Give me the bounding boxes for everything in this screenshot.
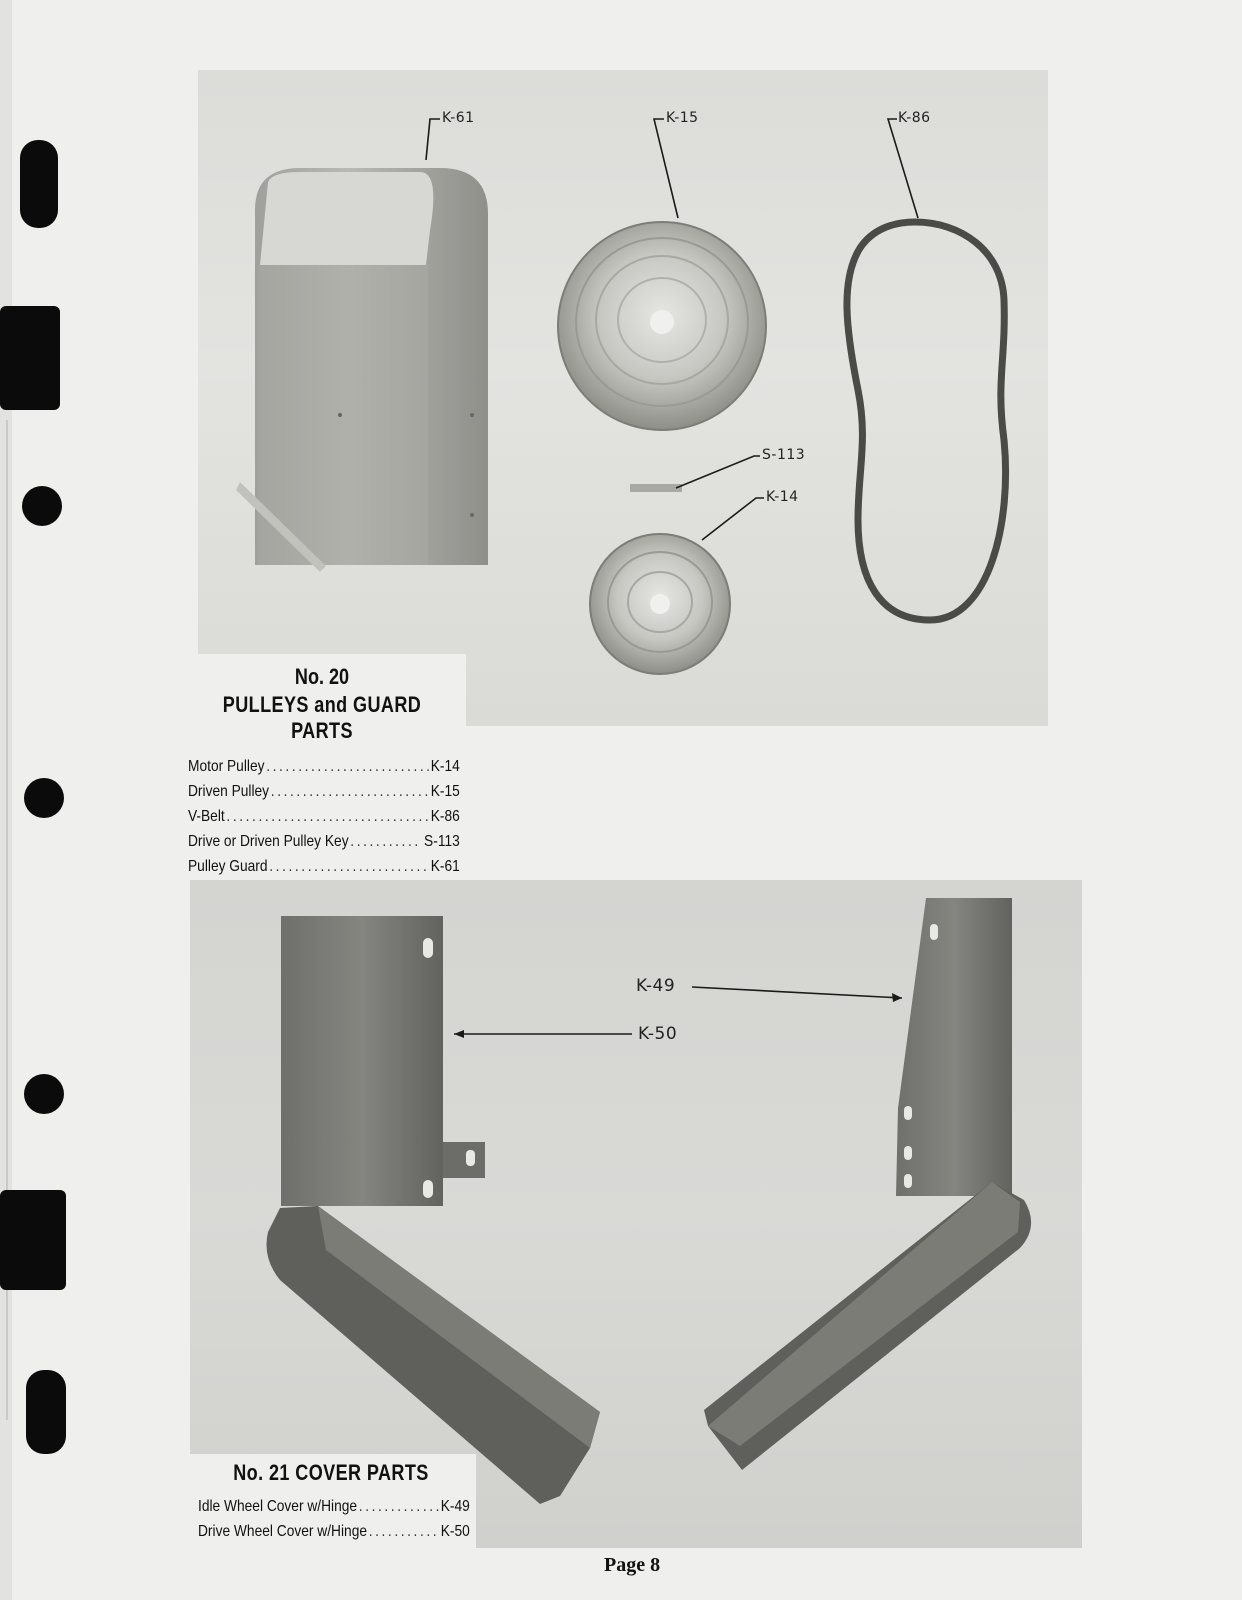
callout-s113: S-113	[762, 447, 806, 463]
section-20-title: PULLEYS and GUARD PARTS	[222, 692, 422, 743]
callout-k50: K-50	[638, 1024, 678, 1044]
callout-k61: K-61	[442, 110, 475, 126]
leader-dots	[226, 804, 429, 829]
leader-dots	[369, 1519, 439, 1544]
part-name: Motor Pulley	[188, 758, 265, 775]
section-21-parts-list	[198, 1494, 476, 1544]
section-20-parts-list	[188, 754, 466, 879]
part-code: K-49	[440, 1498, 470, 1515]
leader-lines-covers	[454, 987, 902, 1034]
leader-dots	[350, 829, 422, 854]
part-code: K-86	[430, 808, 460, 825]
part-name: Idle Wheel Cover w/Hinge	[198, 1498, 358, 1515]
parts-list-item	[188, 779, 460, 804]
part-name: V-Belt	[188, 808, 225, 825]
leader-dots	[269, 854, 429, 879]
motor-pulley-part	[590, 534, 730, 674]
part-code: K-61	[430, 858, 460, 875]
v-belt-part	[847, 222, 1006, 620]
driven-pulley-part	[558, 222, 766, 430]
page-number: Page 8	[604, 1554, 661, 1576]
idle-wheel-cover-part	[704, 898, 1031, 1470]
leader-dots	[359, 1494, 439, 1519]
part-code: S-113	[424, 833, 460, 850]
part-code: K-15	[430, 783, 460, 800]
part-code: K-14	[430, 758, 460, 775]
parts-list-item	[188, 754, 460, 779]
drive-wheel-cover-part	[267, 916, 601, 1504]
pulley-key-part	[630, 484, 682, 492]
part-name: Drive Wheel Cover w/Hinge	[198, 1523, 368, 1540]
part-name: Drive or Driven Pulley Key	[188, 833, 349, 850]
parts-list-item	[188, 804, 460, 829]
callout-k15: K-15	[666, 110, 699, 126]
section-21-title: No. 21 COVER PARTS	[233, 1460, 429, 1485]
callout-k49: K-49	[636, 976, 676, 996]
leader-dots	[266, 754, 429, 779]
section-20-number: No. 20	[294, 664, 350, 689]
parts-list-item	[198, 1494, 470, 1519]
pulley-guard-part	[236, 168, 488, 572]
part-code: K-50	[440, 1523, 470, 1540]
callout-k14: K-14	[766, 489, 799, 505]
leader-dots	[271, 779, 429, 804]
callout-k86: K-86	[898, 110, 931, 126]
parts-list-item	[198, 1519, 470, 1544]
part-name: Pulley Guard	[188, 858, 268, 875]
section-20-caption	[178, 654, 466, 875]
parts-list-item	[188, 854, 460, 879]
section-21-caption	[186, 1454, 476, 1554]
parts-list-item	[188, 829, 460, 854]
part-name: Driven Pulley	[188, 783, 270, 800]
